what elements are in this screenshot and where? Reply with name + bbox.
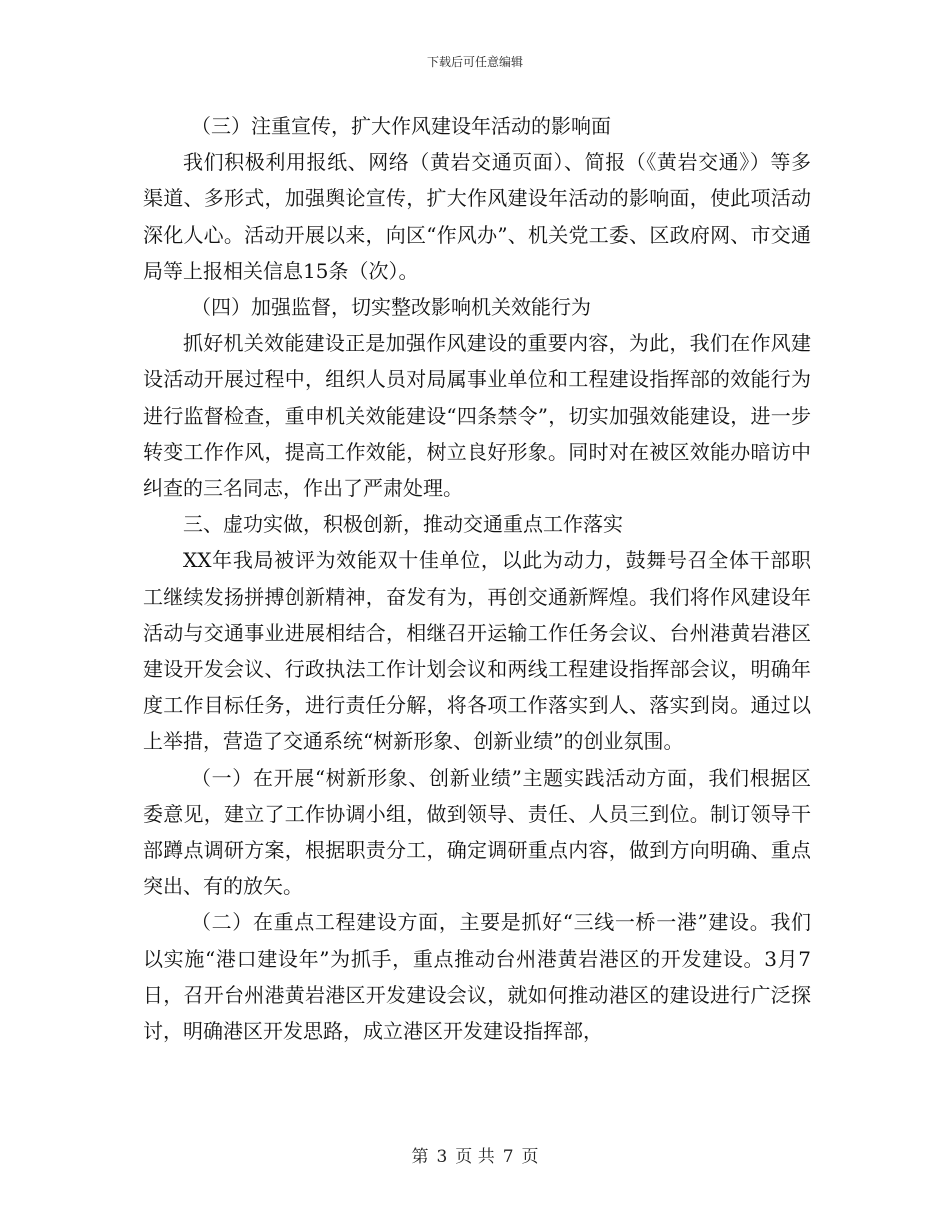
page-label-mid: 页 共 bbox=[455, 1147, 495, 1167]
current-page-number: 3 bbox=[436, 1147, 448, 1167]
section-heading-4: （四）加强监督，切实整改影响机关效能行为 bbox=[191, 295, 591, 320]
page-footer bbox=[0, 1146, 950, 1168]
total-pages-number: 7 bbox=[502, 1147, 514, 1167]
page-label-prefix: 第 bbox=[411, 1147, 429, 1167]
paragraph-publicity: 我们积极利用报纸、网络（黄岩交通页面）、简报（《黄岩交通》）等多渠道、多形式，加强舆论宣传，扩大作风建设年活动的影响面，使此项活动深化人心。活动开展以来，向区“作风办”、机关党工委、区政府网、市交通局等上报相关信息15条（次）。 bbox=[143, 150, 811, 283]
paragraph-award: XX年我局被评为效能双十佳单位，以此为动力，鼓舞号召全体干部职工继续发扬拼搏创新精神，奋发有为，再创交通新辉煌。我们将作风建设年活动与交通事业进展相结合，相继召开运输工作任务会议、台州港黄岩港区建设开发会议、行政执法工作计划会议和两线工程建设指挥部会议，明确年度工作目标任务，进行责任分解，将各项工作落实到人、落实到岗。通过以上举措，营造了交通系统“树新形象、创新业绩”的创业氛围。 bbox=[143, 548, 811, 754]
section-heading-3: （三）注重宣传，扩大作风建设年活动的影响面 bbox=[191, 114, 611, 138]
page-header: 下载后可任意编辑 bbox=[426, 55, 523, 69]
paragraph-efficiency: 抓好机关效能建设正是加强作风建设的重要内容，为此，我们在作风建设活动开展过程中，组织人员对局属事业单位和工程建设指挥部的效能行为进行监督检查，重申机关效能建设“四条禁令”，切实加强效能建设，进一步转变工作作风，提高工作效能，树立良好形象。同时对在被区效能办暗访中纠查的三名同志，作出了严肃处理。 bbox=[143, 331, 811, 501]
document-body bbox=[143, 108, 811, 1049]
section-heading-part-three: 三、虚功实做，积极创新，推动交通重点工作落实 bbox=[183, 512, 623, 537]
paragraph-subsection-2: （二）在重点工程建设方面，主要是抓好“三线一桥一港”建设。我们以实施“港口建设年”为抓手，重点推动台州港黄岩港区的开发建设。3月7日，召开台州港黄岩港区开发建设会议，就如何推动港区的建设进行广泛探讨，明确港区开发思路，成立港区开发建设指挥部， bbox=[143, 910, 811, 1044]
paragraph-subsection-1: （一）在开展“树新形象、创新业绩”主题实践活动方面，我们根据区委意见，建立了工作协调小组，做到领导、责任、人员三到位。制订领导干部蹲点调研方案，根据职责分工，确定调研重点内容，做到方向明确、重点突出、有的放矢。 bbox=[143, 765, 811, 899]
page-label-suffix: 页 bbox=[521, 1147, 539, 1167]
